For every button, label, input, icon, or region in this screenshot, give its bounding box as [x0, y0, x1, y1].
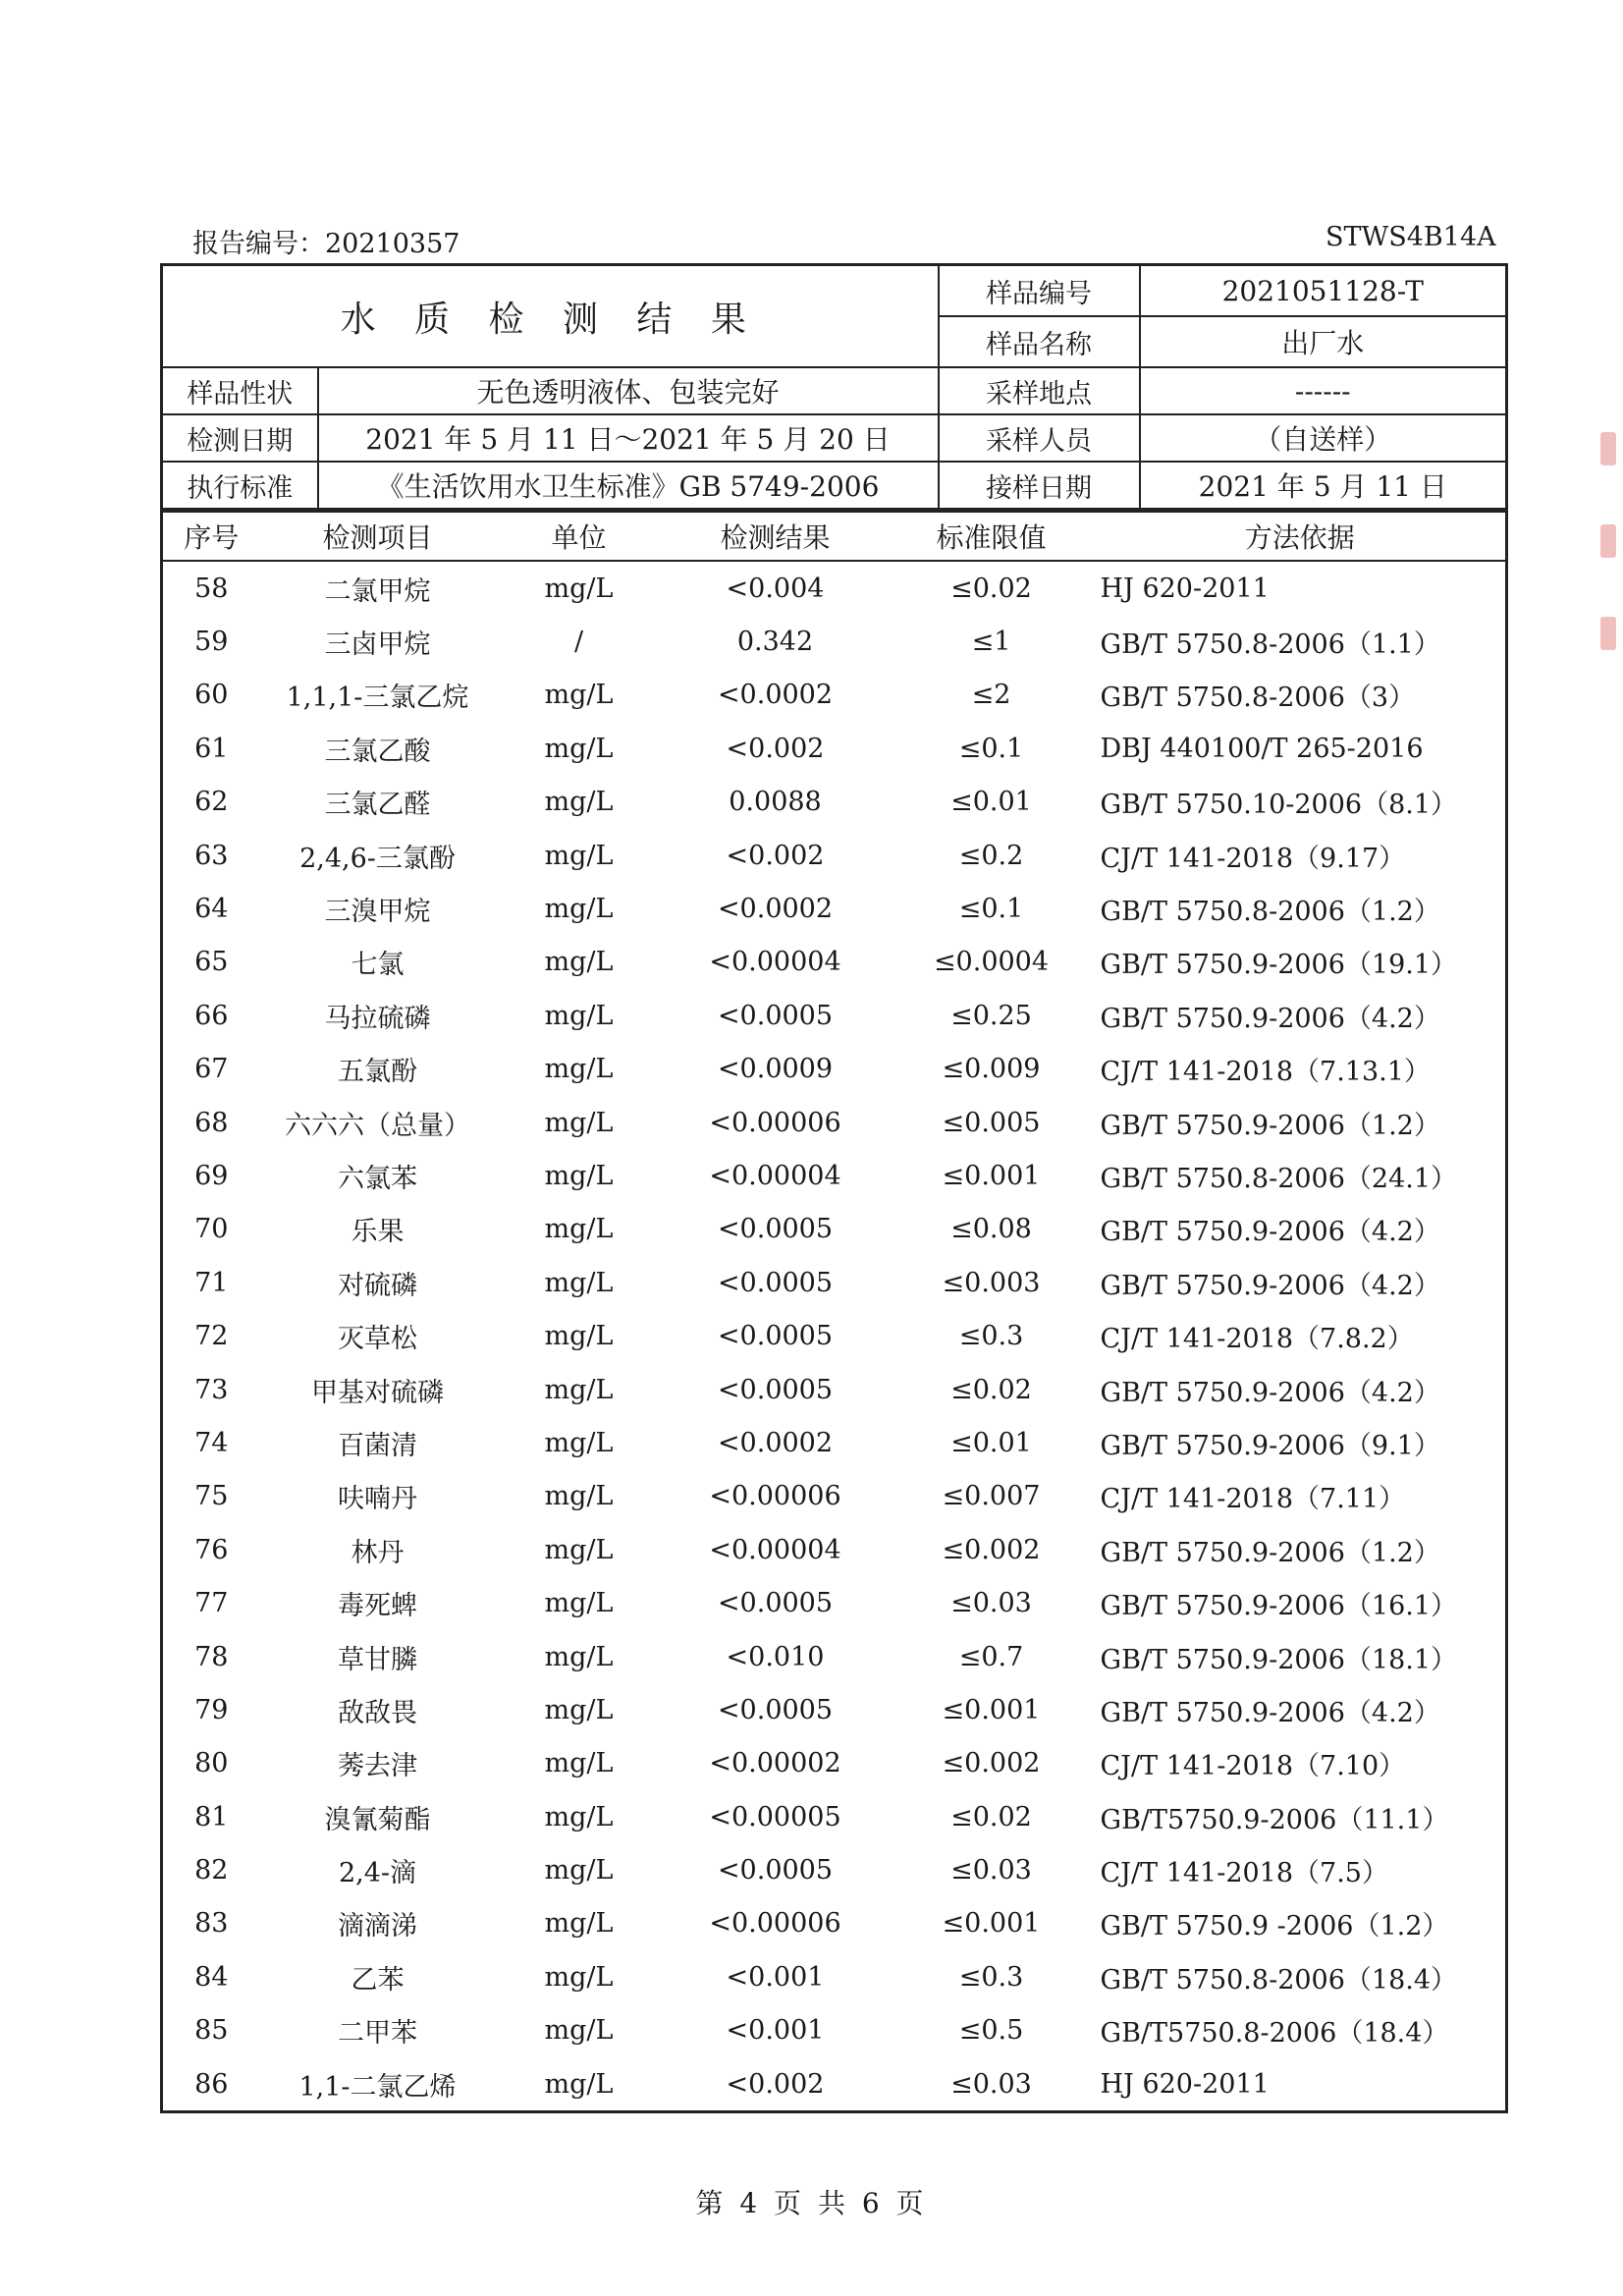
unit: mg/L — [544, 733, 614, 764]
standard-label: 执行标准 — [162, 462, 318, 509]
limit-value: ≤0.02 — [950, 1801, 1032, 1832]
limit-value: ≤0.7 — [958, 1641, 1024, 1672]
table-row — [162, 1043, 1507, 1096]
unit: mg/L — [544, 1321, 614, 1352]
method: GB/T 5750.8-2006（24.1） — [1100, 1163, 1458, 1194]
page-footer: 第 4 页 共 6 页 — [695, 2187, 928, 2219]
row-number: 82 — [194, 1855, 229, 1886]
limit-value: ≤0.03 — [950, 1855, 1032, 1886]
test-item: 灭草松 — [338, 1324, 417, 1355]
test-item: 草甘膦 — [338, 1644, 417, 1675]
table-row — [162, 1416, 1507, 1469]
result-value: 0.0088 — [729, 787, 822, 818]
limit-value: ≤2 — [971, 680, 1011, 711]
row-number: 66 — [194, 1000, 229, 1031]
row-number: 67 — [194, 1054, 229, 1085]
method: GB/T 5750.9-2006（16.1） — [1100, 1591, 1458, 1622]
sample-name-label: 样品名称 — [939, 316, 1140, 367]
row-number: 68 — [194, 1107, 229, 1138]
result-value: <0.0009 — [717, 1054, 834, 1085]
report-number: 报告编号：20210357 — [192, 229, 460, 259]
test-item: 滴滴涕 — [338, 1911, 417, 1942]
limit-value: ≤0.1 — [958, 733, 1024, 764]
test-item: 1,1-二氯乙烯 — [298, 2071, 457, 2103]
unit: mg/L — [544, 1427, 614, 1458]
method: GB/T 5750.9-2006（4.2） — [1100, 1270, 1440, 1301]
unit: / — [573, 627, 584, 658]
row-number: 75 — [194, 1481, 229, 1512]
limit-value: ≤1 — [971, 627, 1011, 658]
unit: mg/L — [544, 2068, 614, 2100]
unit: mg/L — [544, 1000, 614, 1031]
table-row — [162, 669, 1507, 722]
method: CJ/T 141-2018（7.11） — [1100, 1484, 1406, 1515]
table-row — [162, 776, 1507, 829]
table-row — [162, 1203, 1507, 1256]
result-value: <0.0002 — [717, 1427, 834, 1458]
limit-value: ≤0.3 — [958, 1961, 1024, 1993]
table-row — [162, 1843, 1507, 1896]
row-number: 77 — [194, 1588, 229, 1619]
method: GB/T 5750.9-2006（1.2） — [1100, 1537, 1440, 1568]
unit: mg/L — [544, 1908, 614, 1940]
limit-value: ≤0.005 — [942, 1107, 1041, 1138]
limit-value: ≤0.1 — [958, 894, 1024, 925]
method: HJ 620-2011 — [1100, 573, 1270, 604]
receive-date-value: 2021 年 5 月 11 日 — [1140, 462, 1507, 509]
test-item: 甲基对硫磷 — [311, 1377, 444, 1408]
result-value: <0.002 — [726, 733, 825, 764]
limit-value: ≤0.08 — [950, 1214, 1032, 1245]
limit-value: ≤0.25 — [950, 1000, 1032, 1031]
method: CJ/T 141-2018（7.5） — [1100, 1858, 1388, 1889]
column-header-method: 方法依据 — [1095, 512, 1507, 562]
unit: mg/L — [544, 1481, 614, 1512]
table-row — [162, 829, 1507, 882]
result-value: <0.0005 — [717, 1694, 834, 1725]
method: GB/T 5750.10-2006（8.1） — [1100, 790, 1458, 821]
table-row — [162, 561, 1507, 615]
test-item: 三卤甲烷 — [324, 629, 431, 661]
test-item: 七氯 — [351, 950, 405, 981]
row-number: 74 — [194, 1427, 229, 1458]
test-item: 六氯苯 — [338, 1163, 417, 1194]
limit-value: ≤0.03 — [950, 2068, 1032, 2100]
seal-edge-mark — [1600, 432, 1618, 746]
row-number: 71 — [194, 1267, 229, 1298]
method: GB/T 5750.8-2006（3） — [1100, 683, 1416, 714]
sample-info-table — [160, 263, 1508, 510]
limit-value: ≤0.003 — [942, 1267, 1041, 1298]
row-number: 76 — [194, 1534, 229, 1565]
result-value: <0.0005 — [717, 1855, 834, 1886]
method: CJ/T 141-2018（9.17） — [1100, 843, 1406, 874]
test-item: 百菌清 — [338, 1430, 417, 1461]
table-row — [162, 1790, 1507, 1843]
result-value: <0.00002 — [709, 1748, 841, 1779]
unit: mg/L — [544, 1214, 614, 1245]
sampler-value: （自送样） — [1140, 414, 1507, 462]
unit: mg/L — [544, 1641, 614, 1672]
method: CJ/T 141-2018（7.10） — [1100, 1751, 1406, 1782]
unit: mg/L — [544, 1054, 614, 1085]
result-value: <0.00005 — [709, 1801, 841, 1832]
test-item: 2,4,6-三氯酚 — [299, 843, 456, 874]
method: GB/T 5750.9-2006（19.1） — [1100, 950, 1458, 981]
limit-value: ≤0.0004 — [933, 947, 1050, 978]
limit-value: ≤0.01 — [950, 787, 1032, 818]
test-item: 2,4-滴 — [338, 1858, 417, 1889]
limit-value: ≤0.5 — [958, 2015, 1024, 2047]
test-item: 对硫磷 — [338, 1270, 417, 1301]
table-row — [162, 1149, 1507, 1202]
method: GB/T 5750.9-2006（1.2） — [1100, 1110, 1440, 1141]
method: GB/T 5750.9-2006（4.2） — [1100, 1003, 1440, 1034]
unit: mg/L — [544, 1267, 614, 1298]
unit: mg/L — [544, 1748, 614, 1779]
table-row — [162, 2057, 1507, 2112]
result-value: <0.001 — [726, 1961, 825, 1993]
results-body — [162, 561, 1507, 2112]
sample-state-value: 无色透明液体、包装完好 — [318, 367, 939, 414]
test-date-label: 检测日期 — [162, 414, 318, 462]
method: GB/T 5750.9-2006（18.1） — [1100, 1644, 1458, 1675]
method: GB/T5750.9-2006（11.1） — [1100, 1804, 1449, 1835]
table-row — [162, 1309, 1507, 1362]
result-value: <0.00006 — [709, 1908, 841, 1940]
limit-value: ≤0.001 — [942, 1694, 1041, 1725]
receive-date-label: 接样日期 — [939, 462, 1140, 509]
row-number: 83 — [194, 1908, 229, 1940]
table-row — [162, 1470, 1507, 1523]
unit: mg/L — [544, 1160, 614, 1191]
table-row — [162, 1256, 1507, 1309]
test-item: 三溴甲烷 — [324, 897, 431, 928]
result-value: <0.0005 — [717, 1000, 834, 1031]
row-number: 78 — [194, 1641, 229, 1672]
table-row — [162, 2004, 1507, 2057]
test-item: 1,1,1-三氯乙烷 — [286, 683, 469, 714]
row-number: 86 — [194, 2068, 229, 2100]
limit-value: ≤0.002 — [942, 1748, 1041, 1779]
test-item: 六六六（总量） — [285, 1110, 470, 1141]
unit: mg/L — [544, 1374, 614, 1405]
test-date-value: 2021 年 5 月 11 日～2021 年 5 月 20 日 — [318, 414, 939, 462]
method: GB/T5750.8-2006（18.4） — [1100, 2018, 1449, 2050]
row-number: 72 — [194, 1321, 229, 1352]
result-value: <0.010 — [726, 1641, 825, 1672]
result-value: <0.002 — [726, 2068, 825, 2100]
unit: mg/L — [544, 2015, 614, 2047]
unit: mg/L — [544, 1694, 614, 1725]
row-number: 79 — [194, 1694, 229, 1725]
column-header-limit: 标准限值 — [889, 512, 1095, 562]
row-number: 59 — [194, 627, 229, 658]
test-item: 溴氰菊酯 — [324, 1804, 431, 1835]
row-number: 85 — [194, 2015, 229, 2047]
result-value: <0.00004 — [709, 1534, 841, 1565]
standard-value: 《生活饮用水卫生标准》GB 5749-2006 — [318, 462, 939, 509]
column-header-unit: 单位 — [496, 512, 663, 562]
result-value: 0.342 — [736, 627, 814, 658]
unit: mg/L — [544, 947, 614, 978]
limit-value: ≤0.007 — [942, 1481, 1041, 1512]
method: CJ/T 141-2018（7.13.1） — [1100, 1057, 1431, 1088]
result-value: <0.0002 — [717, 894, 834, 925]
unit: mg/L — [544, 1107, 614, 1138]
test-item: 乙苯 — [351, 1964, 405, 1995]
column-header-result: 检测结果 — [663, 512, 889, 562]
row-number: 63 — [194, 840, 229, 871]
method: GB/T 5750.8-2006（1.2） — [1100, 897, 1440, 928]
table-row — [162, 882, 1507, 935]
row-number: 73 — [194, 1374, 229, 1405]
table-row — [162, 1576, 1507, 1629]
table-row — [162, 1950, 1507, 2003]
row-number: 80 — [194, 1748, 229, 1779]
test-item: 毒死蜱 — [338, 1591, 417, 1622]
unit: mg/L — [544, 573, 614, 604]
row-number: 58 — [194, 573, 229, 604]
result-value: <0.001 — [726, 2015, 825, 2047]
method: DBJ 440100/T 265-2016 — [1100, 733, 1424, 764]
limit-value: ≤0.3 — [958, 1321, 1024, 1352]
result-value: <0.0005 — [717, 1321, 834, 1352]
limit-value: ≤0.001 — [942, 1160, 1041, 1191]
column-header-item: 检测项目 — [260, 512, 496, 562]
result-value: <0.0005 — [717, 1214, 834, 1245]
table-row — [162, 1683, 1507, 1736]
method: GB/T 5750.9-2006（9.1） — [1100, 1430, 1440, 1461]
row-number: 62 — [194, 787, 229, 818]
test-item: 三氯乙醛 — [324, 790, 431, 821]
unit: mg/L — [544, 1801, 614, 1832]
sample-no-label: 样品编号 — [939, 265, 1140, 317]
table-row — [162, 1737, 1507, 1790]
unit: mg/L — [544, 1588, 614, 1619]
result-value: <0.0002 — [717, 680, 834, 711]
method: GB/T 5750.9 -2006（1.2） — [1100, 1911, 1449, 1942]
row-number: 84 — [194, 1961, 229, 1993]
sample-state-label: 样品性状 — [162, 367, 318, 414]
report-title: 水 质 检 测 结 果 — [162, 265, 939, 368]
sample-name-value: 出厂水 — [1140, 316, 1507, 367]
row-number: 60 — [194, 680, 229, 711]
unit: mg/L — [544, 894, 614, 925]
method: GB/T 5750.9-2006（4.2） — [1100, 1697, 1440, 1728]
limit-value: ≤0.001 — [942, 1908, 1041, 1940]
report-frame — [160, 263, 1505, 2113]
table-row — [162, 1363, 1507, 1416]
test-item: 马拉硫磷 — [324, 1003, 431, 1034]
method: GB/T 5750.8-2006（1.1） — [1100, 629, 1440, 661]
unit: mg/L — [544, 680, 614, 711]
unit: mg/L — [544, 1534, 614, 1565]
unit: mg/L — [544, 1855, 614, 1886]
test-item: 三氯乙酸 — [324, 736, 431, 767]
method: GB/T 5750.9-2006（4.2） — [1100, 1377, 1440, 1408]
result-value: <0.0005 — [717, 1374, 834, 1405]
result-value: <0.00006 — [709, 1107, 841, 1138]
unit: mg/L — [544, 787, 614, 818]
result-value: <0.0005 — [717, 1588, 834, 1619]
method: CJ/T 141-2018（7.8.2） — [1100, 1324, 1414, 1355]
result-value: <0.00004 — [709, 947, 841, 978]
limit-value: ≤0.01 — [950, 1427, 1032, 1458]
sampler-label: 采样人员 — [939, 414, 1140, 462]
method: GB/T 5750.9-2006（4.2） — [1100, 1217, 1440, 1248]
sampling-site-value: ------ — [1140, 367, 1507, 414]
row-number: 61 — [194, 733, 229, 764]
table-row — [162, 722, 1507, 775]
table-row — [162, 989, 1507, 1042]
test-item: 莠去津 — [338, 1751, 417, 1782]
row-number: 81 — [194, 1801, 229, 1832]
limit-value: ≤0.02 — [950, 573, 1032, 604]
row-number: 64 — [194, 894, 229, 925]
results-table — [160, 510, 1508, 2113]
table-row — [162, 1897, 1507, 1950]
test-item: 二氯甲烷 — [324, 575, 431, 607]
result-value: <0.00004 — [709, 1160, 841, 1191]
limit-value: ≤0.009 — [942, 1054, 1041, 1085]
result-value: <0.00006 — [709, 1481, 841, 1512]
sampling-site-label: 采样地点 — [939, 367, 1140, 414]
limit-value: ≤0.002 — [942, 1534, 1041, 1565]
test-item: 乐果 — [351, 1217, 405, 1248]
unit: mg/L — [544, 840, 614, 871]
unit: mg/L — [544, 1961, 614, 1993]
test-item: 五氯酚 — [338, 1057, 417, 1088]
row-number: 70 — [194, 1214, 229, 1245]
test-item: 敌敌畏 — [338, 1697, 417, 1728]
result-value: <0.002 — [726, 840, 825, 871]
result-value: <0.0005 — [717, 1267, 834, 1298]
method: GB/T 5750.8-2006（18.4） — [1100, 1964, 1458, 1995]
test-item: 呋喃丹 — [338, 1484, 417, 1515]
limit-value: ≤0.03 — [950, 1588, 1032, 1619]
test-item: 林丹 — [351, 1537, 405, 1568]
table-row — [162, 1096, 1507, 1149]
row-number: 69 — [194, 1160, 229, 1191]
table-row — [162, 936, 1507, 989]
limit-value: ≤0.02 — [950, 1374, 1032, 1405]
result-value: <0.004 — [726, 573, 825, 604]
method: HJ 620-2011 — [1100, 2068, 1270, 2100]
sample-no-value: 2021051128-T — [1140, 265, 1507, 317]
table-row — [162, 1630, 1507, 1683]
column-header-no: 序号 — [162, 512, 260, 562]
table-row — [162, 615, 1507, 668]
test-item: 二甲苯 — [338, 2018, 417, 2050]
row-number: 65 — [194, 947, 229, 978]
limit-value: ≤0.2 — [958, 840, 1024, 871]
table-row — [162, 1523, 1507, 1576]
document-code: STWS4B14A — [1325, 222, 1496, 252]
